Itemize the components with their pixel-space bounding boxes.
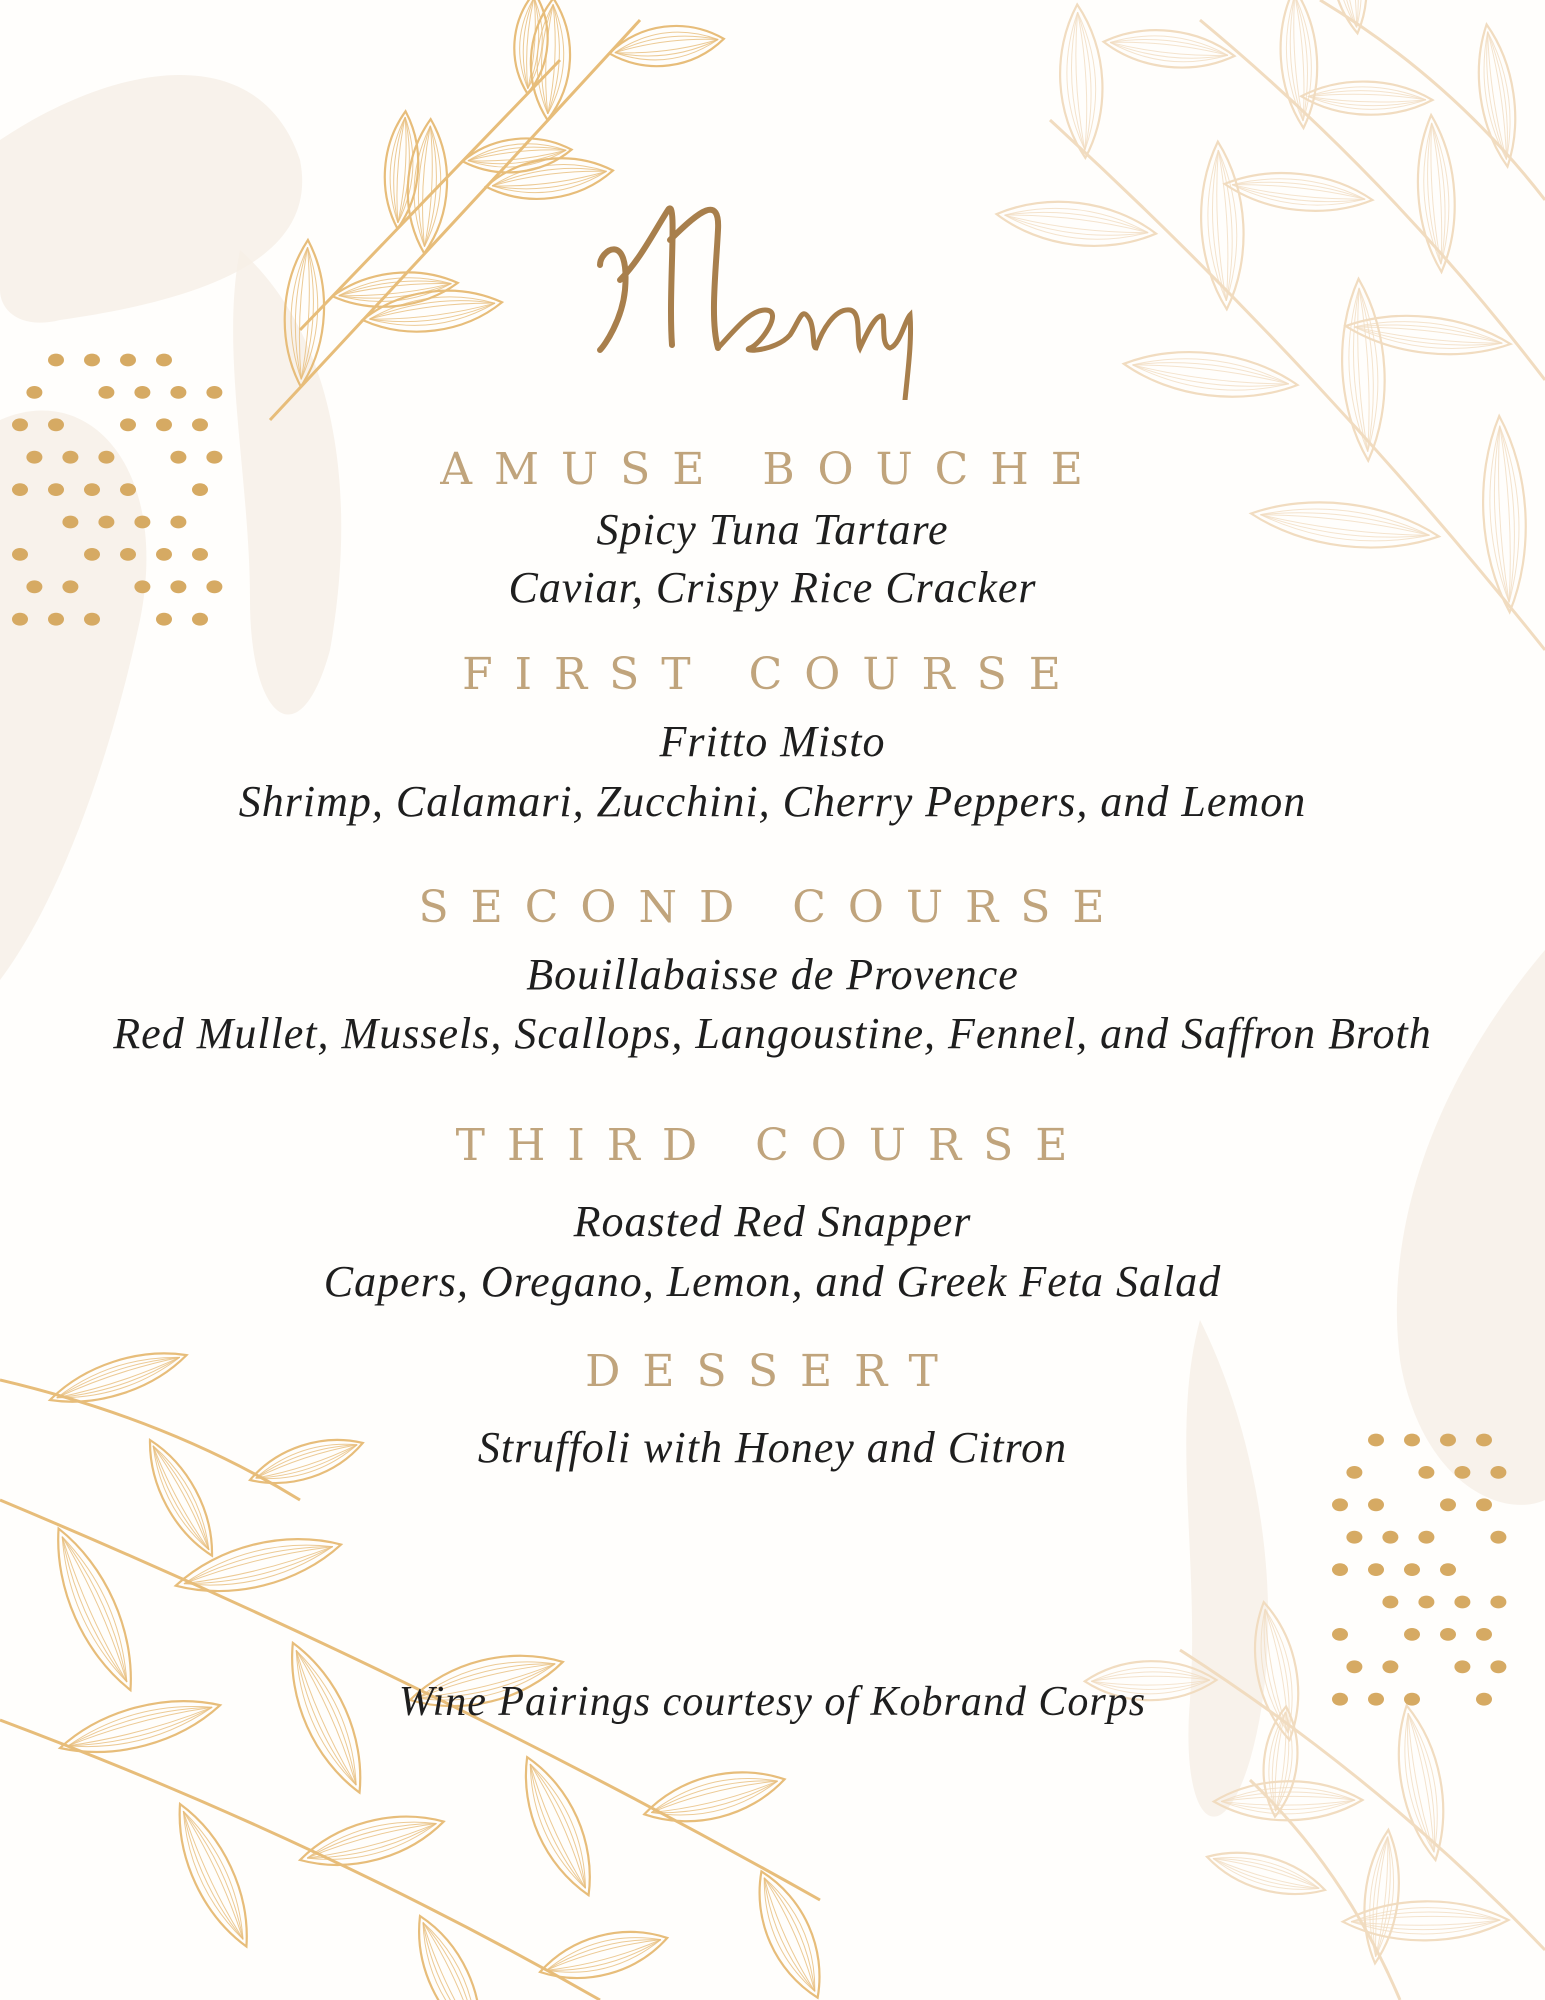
dish-description: Shrimp, Calamari, Zucchini, Cherry Peppers, and Lemon [238,777,1307,826]
dish-name: Bouillabaisse de Provence [526,950,1019,999]
dish-description: Red Mullet, Mussels, Scallops, Langoustine, Fennel, and Saffron Broth [113,1009,1432,1058]
wine-pairing-note: Wine Pairings courtesy of Kobrand Corps [398,1679,1147,1725]
section-heading-third-course: THIRD COURSE [455,1120,1090,1171]
section-heading-second-course: SECOND COURSE [418,882,1127,933]
dish-name: Struffoli with Honey and Citron [477,1423,1068,1472]
menu-script-title [560,170,960,400]
dish-name: Roasted Red Snapper [573,1197,972,1246]
dish-name: Spicy Tuna Tartare [596,505,949,554]
dish-description: Caviar, Crispy Rice Cracker [508,563,1037,612]
section-heading-first-course: FIRST COURSE [462,649,1083,700]
section-heading-dessert: DESSERT [585,1346,960,1397]
section-heading-amuse-bouche: AMUSE BOUCHE [440,444,1105,495]
dish-name: Fritto Misto [659,717,886,766]
dish-description: Capers, Oregano, Lemon, and Greek Feta Salad [323,1257,1222,1306]
